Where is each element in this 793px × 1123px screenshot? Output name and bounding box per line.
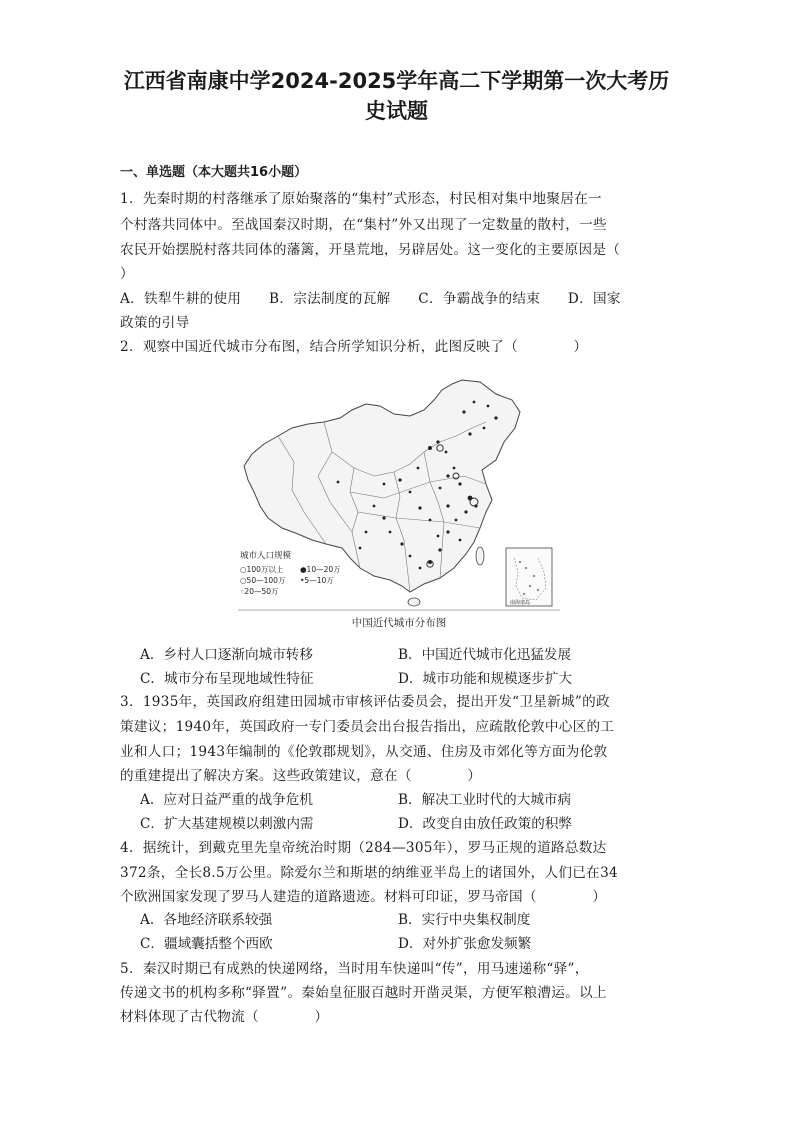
section-heading: 一、单选题（本大题共16小题） [120, 165, 308, 180]
q1-line-4: ） [120, 266, 134, 282]
q3-option-d: D．改变自由放任政策的积弊 [398, 816, 573, 832]
q3-option-a: A．应对日益严重的战争危机 [140, 792, 313, 808]
title-line-2: 史试题 [365, 99, 428, 123]
legend-item-4: •5—10万 [300, 576, 334, 585]
q1-options-line-2: 政策的引导 [120, 315, 190, 331]
title-line-1: 江西省南康中学2024-2025学年高二下学期第一次大考历 [123, 69, 670, 93]
map-caption: 中国近代城市分布图 [351, 617, 447, 629]
q5-line-2: 传递文书的机构多称“驿置”。秦始皇征服百越时开凿灵渠，方便军粮漕运。以上 [120, 985, 607, 1001]
map-figure [234, 372, 564, 634]
page-title [110, 66, 683, 126]
q3-line-2: 策建议；1940年，英国政府一专门委员会出台报告指出，应疏散伦敦中心区的工 [120, 719, 615, 735]
hainan-island [408, 598, 420, 606]
q2-stem: 2．观察中国近代城市分布图，结合所学知识分析，此图反映了（ ） [120, 339, 588, 355]
legend-item-2: ●10—20万 [300, 565, 341, 574]
legend-item-5: ◦20—50万 [240, 587, 279, 596]
legend-item-3: ○50—100万 [240, 576, 286, 585]
south-china-sea-inset [506, 548, 552, 606]
q2-option-a: A．乡村人口逐渐向城市转移 [140, 647, 313, 663]
q1-line-2: 个村落共同体中。至战国秦汉时期，在“集村”外又出现了一定数量的散村，一些 [120, 217, 607, 233]
china-city-map [234, 372, 564, 634]
q1-line-3: 农民开始摆脱村落共同体的藩篱，开垦荒地，另辟居处。这一变化的主要原因是（ [120, 242, 621, 258]
q4-option-b: B．实行中央集权制度 [398, 912, 531, 928]
q3-line-3: 业和人口；1943年编制的《伦敦郡规划》，从交通、住房及市郊化等方面为伦敦 [120, 744, 608, 760]
q5-line-3: 材料体现了古代物流（ ） [120, 1009, 329, 1025]
inset-label: 南海诸岛 [510, 600, 531, 606]
q3-option-b: B．解决工业时代的大城市病 [398, 792, 572, 808]
q1-options-line-1: A．铁犁牛耕的使用 B．宗法制度的瓦解 C．争霸战争的结束 D．国家 [120, 291, 621, 307]
q4-line-2: 372条，全长8.5万公里。除爱尔兰和斯堪的纳维亚半岛上的诸国外，人们已在34 [120, 865, 618, 881]
q3-line-4: 的重建提出了解决方案。这些政策建议，意在（ ） [120, 768, 482, 784]
q5-line-1: 5．秦汉时期已有成熟的快递网络，当时用车快递叫“传”，用马速递称“驿”， [120, 961, 589, 977]
q3-line-1: 3．1935年，英国政府组建田园城市审核评估委员会，提出开发“卫星新城”的政 [120, 694, 610, 710]
q4-option-c: C．疆域囊括整个西欧 [140, 936, 273, 952]
q2-option-b: B．中国近代城市化迅猛发展 [398, 647, 572, 663]
q2-option-d: D．城市功能和规模逐步扩大 [398, 671, 573, 687]
taiwan-island [476, 547, 484, 565]
q4-line-1: 4．据统计，到戴克里先皇帝统治时期（284—305年），罗马正规的道路总数达 [120, 840, 607, 856]
q4-option-d: D．对外扩张愈发频繁 [398, 936, 532, 952]
q3-option-c: C．扩大基建规模以刺激内需 [140, 816, 314, 832]
q1-line-1: 1．先秦时期的村落继承了原始聚落的“集村”式形态，村民相对集中地聚居在一 [120, 191, 602, 207]
legend-title: 城市人口规模 [240, 551, 292, 561]
q4-option-a: A．各地经济联系较强 [140, 912, 273, 928]
q2-option-c: C．城市分布呈现地域性特征 [140, 671, 314, 687]
legend-item-1: ○100万以上 [240, 565, 284, 574]
q4-line-3: 个欧洲国家发现了罗马人建造的道路遗迹。材料可印证，罗马帝国（ ） [120, 889, 607, 905]
